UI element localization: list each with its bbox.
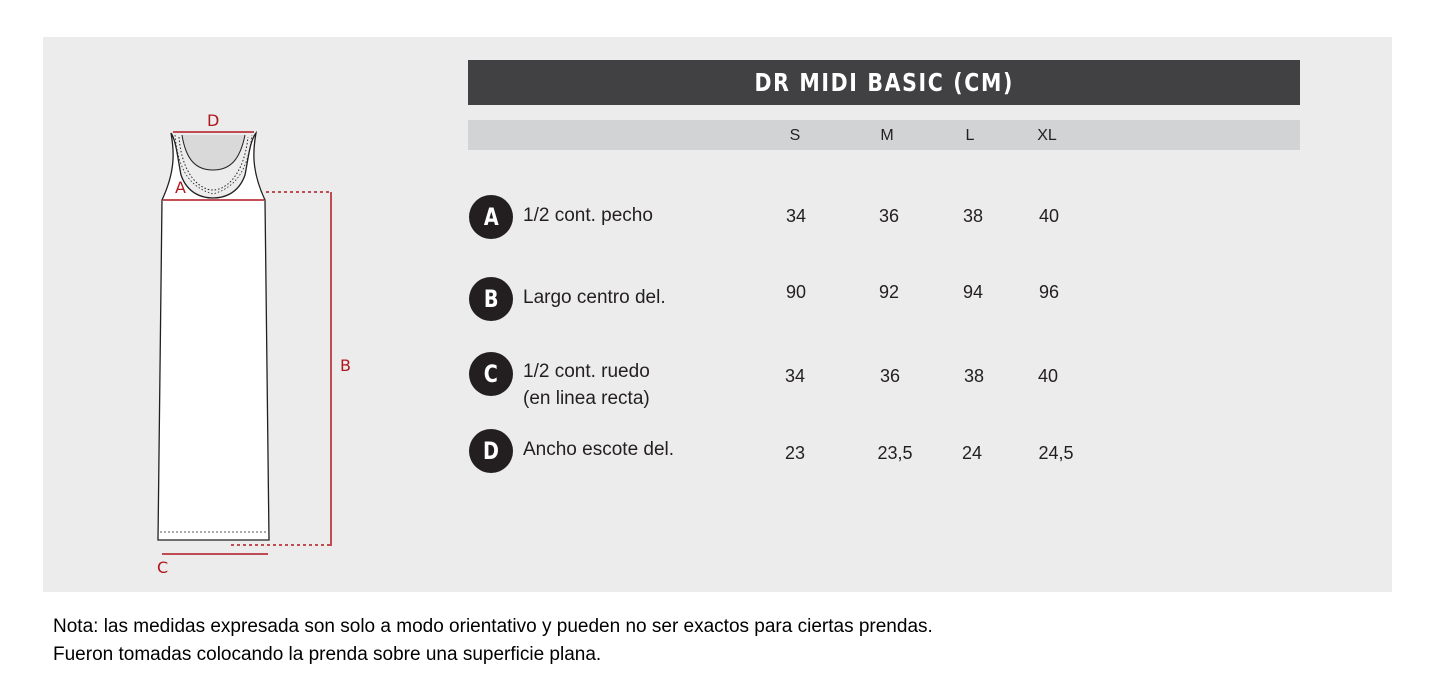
dimension-b-label: B bbox=[340, 356, 351, 375]
value-m: 36 bbox=[879, 366, 901, 386]
size-header-xl: XL bbox=[1037, 127, 1057, 144]
value-xl: 40 bbox=[1037, 366, 1059, 386]
back-neckline bbox=[182, 135, 245, 170]
size-header-l: L bbox=[965, 127, 975, 144]
value-m: 36 bbox=[878, 206, 900, 226]
row-label-line-2: (en linea recta) bbox=[523, 388, 650, 409]
row-label: Ancho escote del. bbox=[523, 439, 675, 460]
value-m: 92 bbox=[878, 282, 900, 302]
chart-title-bar bbox=[468, 60, 1300, 105]
dimension-d-label: D bbox=[207, 111, 220, 130]
value-s: 23 bbox=[784, 443, 806, 463]
note-line-2: Fueron tomadas colocando la prenda sobre una superficie plana. bbox=[53, 644, 602, 665]
value-xl: 40 bbox=[1038, 206, 1060, 226]
row-label: 1/2 cont. pecho bbox=[523, 205, 653, 226]
dimension-c-label: C bbox=[157, 558, 169, 577]
value-xl: 96 bbox=[1038, 282, 1060, 302]
note-line-1: Nota: las medidas expresada son solo a modo orientativo y pueden no ser exactos para ciertas prendas. bbox=[53, 616, 933, 637]
value-m: 23,5 bbox=[877, 443, 913, 463]
value-xl: 24,5 bbox=[1038, 443, 1074, 463]
value-l: 38 bbox=[962, 206, 984, 226]
row-badge: D bbox=[469, 429, 513, 473]
measurement-note bbox=[53, 613, 933, 669]
row-badge: C bbox=[469, 352, 513, 396]
value-l: 94 bbox=[962, 282, 984, 302]
size-header-s: S bbox=[789, 127, 801, 144]
dimension-a-label: A bbox=[175, 178, 186, 197]
row-label: Largo centro del. bbox=[523, 287, 666, 308]
value-s: 34 bbox=[785, 206, 807, 226]
value-s: 90 bbox=[785, 282, 807, 302]
row-badge: A bbox=[469, 195, 513, 239]
value-s: 34 bbox=[784, 366, 806, 386]
chart-title: DR MIDI BASIC (CM) bbox=[754, 68, 1014, 97]
value-l: 38 bbox=[963, 366, 985, 386]
row-label-line-1: 1/2 cont. ruedo bbox=[523, 361, 650, 382]
size-header-m: M bbox=[880, 127, 894, 144]
value-l: 24 bbox=[961, 443, 983, 463]
row-badge: B bbox=[469, 277, 513, 321]
